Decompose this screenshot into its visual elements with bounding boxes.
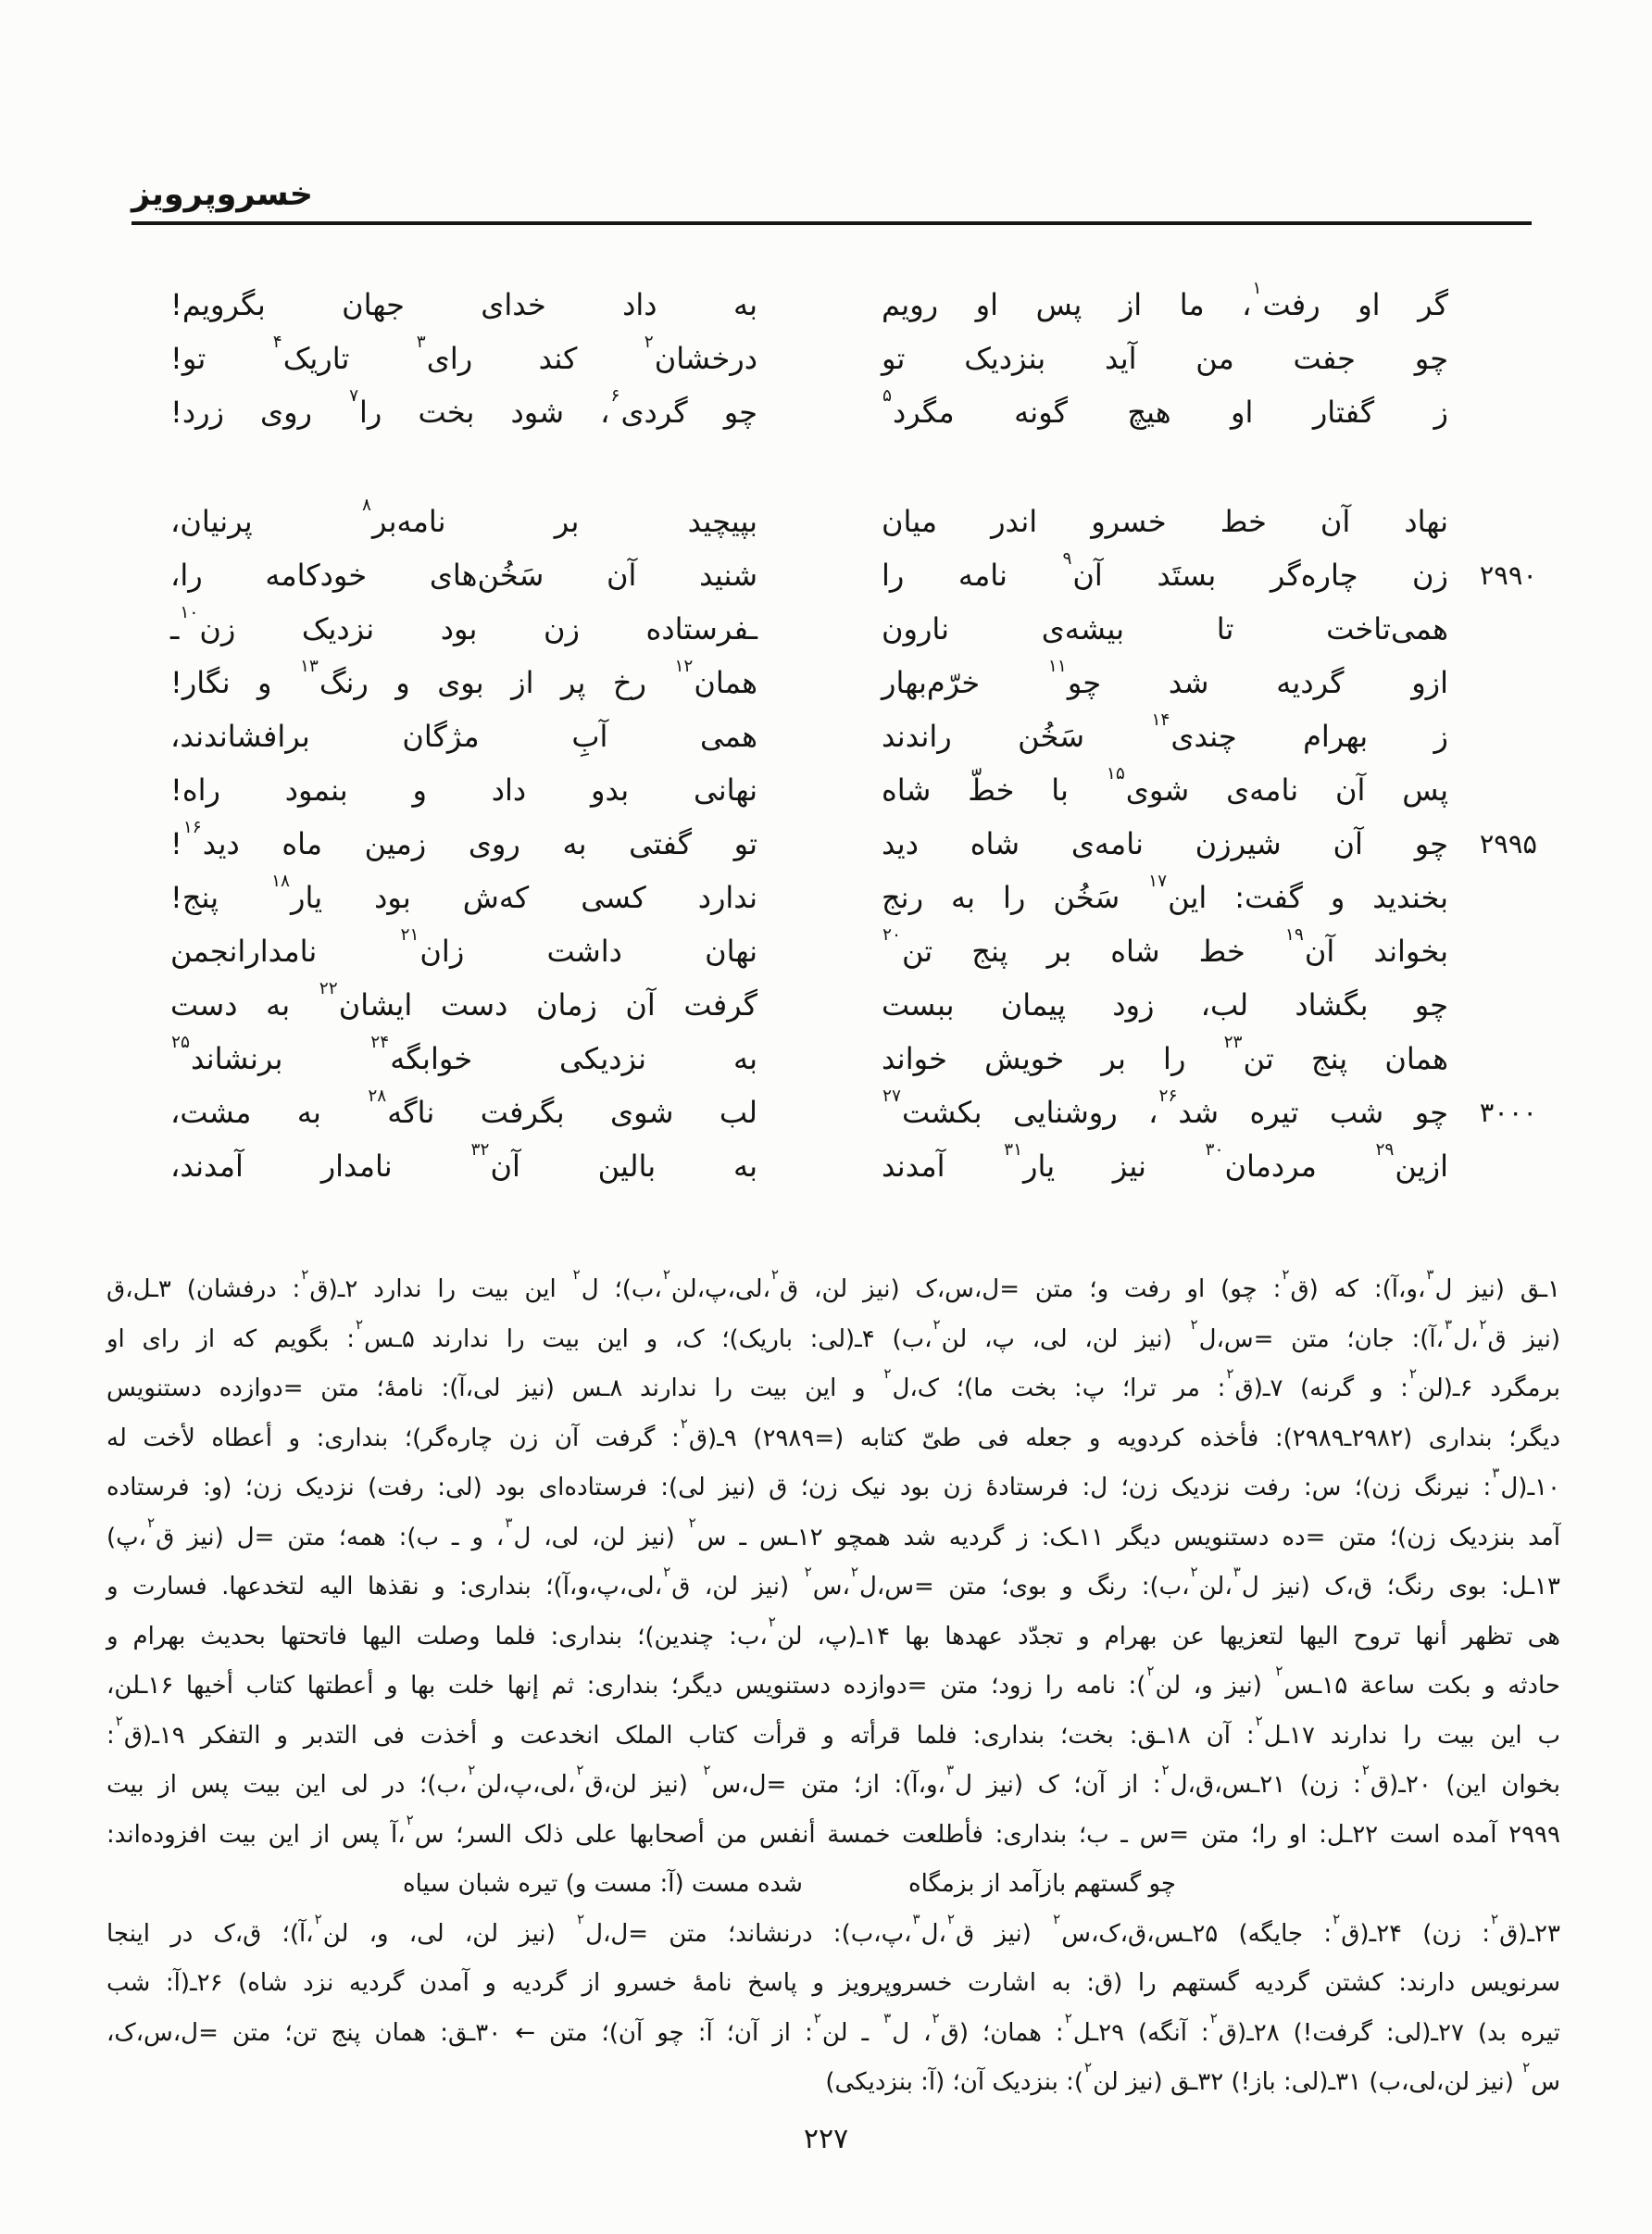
header-title: خسروپرویز: [131, 176, 313, 213]
couplet-row: [170, 763, 1537, 817]
hemistich-second: به نزدیکی خوابگه$^{۲۴}$ برنشاند$^{۲۵}$: [171, 1032, 758, 1076]
hemistich-first: زن چاره‌گر بستَد آن$^۹$ نامه را: [882, 548, 1449, 593]
hemistich-first: چو بگشاد لب، زود پیمان ببست: [882, 987, 1448, 1023]
hemistich-first: ازین$^{۲۹}$ مردمان$^{۳۰}$ نیز یار$^{۳۱}$ آمدند: [882, 1139, 1449, 1184]
footnote-line: برمگرد ۶ـ(لن$^۲$: و گرنه) ۷ـ(ق$^۲$: مر ترا؛ پ: بخت ما)؛ ک،ل$^۲$ و این بیت را ندارند ۸ـس (نیز لی،آ): نامۀ؛ متن =دوازده دستنویس: [106, 1365, 1560, 1402]
hemistich-first: همان پنج تن$^{۲۳}$ را بر خویش خواند: [882, 1032, 1448, 1076]
hemistich-first: ز گفتار او هیچ گونه مگرد$^۵$: [882, 385, 1448, 430]
hemistich-second: درخشان$^۲$ کند رای$^۳$ تاریک$^۴$ تو!: [170, 332, 757, 376]
couplet-row: [170, 978, 1537, 1032]
footnote-line: ۱ـق (نیز ل$^۳$،و،آ): که (ق$^۲$: چو) او رفت و؛ متن =ل،س،ک (نیز لن، ق$^۲$،لی،پ،لن$^۲$،ب)؛ ل$^۲$ این بیت را ندارد ۲ـ(ق$^۲$: درفشان) ۳ـل،ق: [106, 1266, 1560, 1303]
couplet-row: [170, 602, 1537, 656]
hemistich-first: ز بهرام چندی$^{۱۴}$ سَخُن راندند: [882, 709, 1449, 754]
couplet-row: [170, 548, 1537, 602]
hemistich-first: ازو گردیه شد چو$^{۱۱}$ خرّم‌بهار: [882, 656, 1449, 700]
footnote-line: بخوان این) ۲۰ـ(ق$^۲$: زن) ۲۱ـس،ق،ل$^۲$: از آن؛ ک (نیز ل$^۳$،و،آ): از؛ متن =ل،س$^۲$ (نیز لن،ق$^۲$،لی،پ،لن$^۲$،ب)؛ در لی این بیت پس از بیت: [106, 1762, 1561, 1799]
couplet-row: [170, 495, 1537, 548]
footnote-verse-first: چو گستهم بازآمد از بزمگاه: [908, 1870, 1176, 1898]
couplet-row: [170, 924, 1537, 978]
footnote-line: ب این بیت را ندارند ۱۷ـل$^۲$: آن ۱۸ـق: بخت؛ بنداری: فلما قرأته و قرأت کتاب الملک انخدعت و أخذت فی التدبر و التفکر ۱۹ـ(ق$^۲$:: [106, 1712, 1561, 1750]
hemistich-second: چو گردی$^۶$، شود بخت را$^۷$ روی زرد!: [170, 385, 757, 430]
couplet-row: [170, 656, 1537, 709]
couplet-row: [170, 709, 1537, 763]
footnote-line: ۲۳ـ(ق$^۲$: زن) ۲۴ـ(ق$^۲$: جایگه) ۲۵ـس،ق،ک،س$^۲$ (نیز ق$^۲$،ل$^۳$،پ،ب): درنشاند؛ متن =ل،ل$^۲$ (نیز لن، لی، و، لن$^۲$،آ)؛ ق،ک در اینجا: [106, 1910, 1560, 1948]
hemistich-first: چو شب تیره شد$^{۲۶}$، روشنایی بکشت$^{۲۷}$: [882, 1086, 1449, 1130]
hemistich-second: همی آبِ مژگان برافشاندند،: [170, 719, 757, 754]
hemistich-second: بپیچید بر نامه‌بر$^۸$ پرنیان،: [170, 495, 758, 539]
hemistich-first: پس آن نامه‌ی شوی$^{۱۵}$ با خطّ شاه: [882, 763, 1448, 808]
hemistich-second: ندارد کسی که‌ش بود یار$^{۱۸}$ پنج!: [170, 871, 758, 915]
footnote-inline-verse: [106, 1860, 1560, 1910]
footnote-line: تیره بد) ۲۷ـ(لی: گرفت!) ۲۸ـ(ق$^۲$: آنگه) ۲۹ـل$^۲$: همان؛ (ق$^۲$، ل$^۳$ ـ لن$^۲$: از آن؛ آ: چو آن)؛ متن ← ۳۰ـق: همان پنج تن؛ متن =ل،س،ک،: [106, 2009, 1560, 2047]
footnote-verse-second: شده مست (آ: مست و) تیره شبان سیاه: [403, 1870, 803, 1898]
header-rule: [131, 221, 1532, 225]
page-number: ۲۲۷: [803, 2123, 849, 2155]
bayt-number: ۳۰۰۰: [1479, 1097, 1537, 1128]
hemistich-first: چو جفت من آید بنزدیک تو: [882, 341, 1448, 376]
hemistich-second: شنید آن سَخُن‌های خودکامه را،: [170, 558, 757, 593]
poem-section: [170, 278, 1537, 1193]
couplet-row: [170, 1086, 1537, 1139]
bayt-number: ۲۹۹۵: [1479, 828, 1537, 860]
poem-stanza-1: [170, 278, 1537, 439]
hemistich-first: نهاد آن خط خسرو اندر میان: [882, 504, 1448, 539]
couplet-row: [170, 278, 1537, 332]
footnote-line: دیگر؛ بنداری (۲۹۸۲ـ۲۹۸۹): فأخذه کردویه و جعله فی طیّ کتابه (=۲۹۸۹) ۹ـ(ق$^۲$: گرفت آن زن چاره‌گر)؛ بنداری: و أعطاه لأخت له: [106, 1414, 1560, 1452]
hemistich-second: لب شوی بگرفت ناگه$^{۲۸}$ به مشت،: [170, 1086, 758, 1130]
hemistich-second: به داد خدای جهان بگرویم!: [170, 287, 757, 322]
footnote-line: ۲۹۹۹ آمده است ۲۲ـل: او را؛ متن =س ـ ب؛ بنداری: فأطلعت خمسة أنفس من أصحابها علی ذلک السر؛ س$^۲$،آ پس از این بیت افزوده‌اند:: [106, 1811, 1560, 1849]
footnote-line: حادثه و بکت ساعة ۱۵ـس$^۲$ (نیز و، لن$^۲$): نامه را زود؛ متن =دوازده دستنویس دیگر؛ بنداری: ثم إنها خلت بها و أعطتها کتاب أخیها ۱۶ـلن،: [106, 1663, 1561, 1700]
hemistich-second: نهان داشت زان$^{۲۱}$ نامدارانجمن: [170, 924, 758, 969]
hemistich-first: بخندید و گفت: این$^{۱۷}$ سَخُن را به رنج: [882, 871, 1449, 915]
hemistich-second: گرفت آن زمان دست ایشان$^{۲۲}$ به دست: [170, 978, 758, 1023]
couplet-row: [170, 385, 1537, 439]
hemistich-second: همان$^{۱۲}$ رخ پر از بوی و رنگ$^{۱۳}$ و نگار!: [170, 656, 758, 700]
hemistich-first: همی‌تاخت تا بیشه‌ی نارون: [882, 611, 1448, 646]
hemistich-second: ـفرستاده زن بود نزدیک زن$^{۱۰}$ـ: [170, 602, 757, 646]
couplet-row: [170, 817, 1537, 871]
footnote-line: هی تظهر أنها تروح الیها لتعزیها عن بهرام و تجدّد عهدها بها ۱۴ـ(پ، لن$^۲$،ب: چندین)؛ بنداری: فلما وصلت الیها فاتحتها بحدیث بهرام و: [106, 1613, 1561, 1650]
footnote-line: ۱۰ـ(ل$^۳$: نیرنگ زن)؛ س: رفت نزدیک زن؛ ل: فرستادهٔ زن بود نیک زن؛ ق (نیز لی): فرستاده‌ای بود (لی: رفت) نزدیک زن؛ (و: فرستاده: [106, 1464, 1560, 1501]
hemistich-first: گر او رفت$^۱$، ما از پس او رویم: [882, 278, 1449, 322]
poem-stanza-2: [170, 495, 1537, 1193]
hemistich-first: بخواند آن$^{۱۹}$ خط شاه بر پنج تن$^{۲۰}$: [882, 924, 1449, 969]
footnote-line: س$^۲$ (نیز لن،لی،ب) ۳۱ـ(لی: باز!) ۳۲ـق (نیز لن$^۲$): بنزدیک آن؛ (آ: بنزدیکی): [825, 2059, 1560, 2096]
footnotes-section: [106, 1265, 1560, 2108]
hemistich-second: تو گفتی به روی زمین ماه دید$^{۱۶}$!: [170, 817, 757, 861]
footnote-line: ۱۳ـل: بوی رنگ؛ ق،ک (نیز ل$^۳$،لن$^۲$،ب): رنگ و بوی؛ متن =س،ل$^۲$،س$^۲$ (نیز لن، ق$^۲$،لی،پ،و،آ)؛ بنداری: و نقذها الیه لتخدعها. فسارت و: [106, 1563, 1560, 1600]
couplet-row: [170, 1139, 1537, 1193]
couplet-row: [170, 332, 1537, 385]
couplet-row: [170, 1032, 1537, 1086]
footnote-line: سرنویس دارند: کشتن گردیه گستهم را (ق: به اشارت خسروپرویز و پاسخ نامهٔ خسرو از گردیه و آمدن گردیه نزد شاه) ۲۶ـ(آ: شب: [106, 1969, 1560, 1997]
bayt-number: ۲۹۹۰: [1479, 559, 1537, 591]
hemistich-first: چو آن شیرزن نامه‌ی شاه دید: [882, 826, 1448, 861]
footnote-line: آمد بنزدیک زن)؛ متن =ده دستنویس دیگر ۱۱ـک: ز گردیه شد همچو ۱۲ـس ـ س$^۲$ (نیز لن، لی، ل$^۳$، و ـ ب): همه؛ متن =ل (نیز ق$^۲$،پ): [106, 1513, 1560, 1551]
hemistich-second: به بالین آن$^{۳۲}$ نامدار آمدند،: [170, 1139, 758, 1184]
couplet-row: [170, 871, 1537, 924]
footnote-line: (نیز ق$^۲$،ل$^۳$،آ): جان؛ متن =س،ل$^۲$ (نیز لن، لی، پ، لن$^۲$،ب) ۴ـ(لی: باریک)؛ ک، و این بیت را ندارند ۵ـس$^۲$: بگویم که از رای او: [106, 1315, 1560, 1353]
hemistich-second: نهانی بدو داد و بنمود راه!: [170, 772, 757, 808]
